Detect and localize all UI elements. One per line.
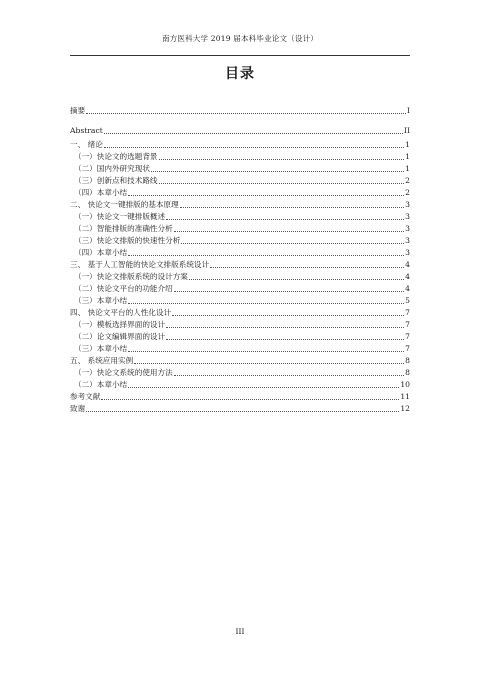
toc-entry[interactable] [70,330,410,342]
toc-entry[interactable] [70,124,410,136]
toc-entry-page: 2 [405,188,410,197]
toc-entry[interactable] [70,104,410,116]
toc-leader-dots [189,272,404,280]
toc-entry-page: 4 [405,272,410,281]
toc-entry-label: （三）本章小结 [74,344,128,353]
toc-entry-label: （二）快论文平台的功能介绍 [74,284,173,293]
toc-entry-label: Abstract [70,126,103,135]
toc-entry-page: 3 [405,236,410,245]
toc-entry-page: 2 [405,176,410,185]
toc-entry-page: 10 [400,380,410,389]
toc-leader-dots [166,212,404,220]
toc-leader-dots [128,188,404,196]
toc-leader-dots [181,236,404,244]
toc-leader-dots [166,332,404,340]
toc-entry-page: 8 [405,368,410,377]
toc-entry-page: II [404,126,410,135]
toc-entry[interactable] [70,222,410,234]
toc-leader-dots [172,308,404,316]
toc-entry[interactable] [70,390,410,402]
toc-leader-dots [166,320,404,328]
toc-leader-dots [180,200,404,208]
toc-entry[interactable] [70,138,410,150]
page-title: 目录 [225,66,255,82]
toc-entry-label: （一）快论文排版系统的设计方案 [74,272,188,281]
toc-entry-page: 3 [405,224,410,233]
toc-entry-label: （三）创新点和技术路线 [74,176,158,185]
toc-entry-label: 参考文献 [70,392,101,401]
toc-entry[interactable] [70,198,410,210]
toc-entry-label: （二）论文编辑界面的设计 [74,332,166,341]
toc-entry-page: 1 [405,140,410,149]
toc-leader-dots [86,404,399,412]
toc-leader-dots [159,152,405,160]
toc-entry-label: 摘要 [70,106,86,115]
toc-leader-dots [174,284,404,292]
toc-leader-dots [174,368,404,376]
toc-leader-dots [151,164,404,172]
toc-entry-label: （一）快论文系统的使用方法 [74,368,173,377]
toc-entry[interactable] [70,174,410,186]
toc-entry-label: （二）国内外研究现状 [74,164,150,173]
toc-leader-dots [101,392,399,400]
toc-entry[interactable] [70,342,410,354]
toc-leader-dots [134,356,404,364]
toc-entry[interactable] [70,354,410,366]
toc-entry-page: 4 [405,260,410,269]
toc-entry-label: 四、 快论文平台的人性化设计 [70,308,172,317]
toc-leader-dots [174,224,404,232]
toc-entry-label: （二）本章小结 [74,380,128,389]
toc-entry[interactable] [70,186,410,198]
toc-entry[interactable] [70,282,410,294]
toc-entry-label: （三）快论文排版的快速性分析 [74,236,181,245]
toc-leader-dots [128,296,404,304]
toc-entry[interactable] [70,378,410,390]
toc-entry-page: 4 [405,284,410,293]
toc-entry-label: （一）模板选择界面的设计 [74,320,166,329]
toc-entry[interactable] [70,234,410,246]
toc-entry-page: 7 [405,344,410,353]
toc-entry-page: 12 [400,404,410,413]
toc-leader-dots [210,260,404,268]
toc-leader-dots [128,248,404,256]
toc-leader-dots [104,140,404,148]
toc-entry-label: （四）本章小结 [74,188,128,197]
toc-entry-page: 1 [405,152,410,161]
toc-entry[interactable] [70,318,410,330]
toc-entry-page: 7 [405,320,410,329]
toc-entry[interactable] [70,270,410,282]
toc-entry-label: （二）智能排版的准确性分析 [74,224,173,233]
toc-entry-label: （三）本章小结 [74,296,128,305]
toc-entry-page: 3 [405,200,410,209]
toc-entry-page: 7 [405,332,410,341]
toc-entry[interactable] [70,162,410,174]
toc-entry-page: 8 [405,356,410,365]
toc-entry-page: I [407,106,410,115]
toc-entry-page: 7 [405,308,410,317]
toc-entry-label: 致谢 [70,404,86,413]
toc-leader-dots [128,380,399,388]
toc-entry[interactable] [70,306,410,318]
toc-entry[interactable] [70,402,410,414]
toc-leader-dots [128,344,404,352]
toc-entry-label: （四）本章小结 [74,248,128,257]
toc-entry-label: （一）快论文一键排版概述 [74,212,166,221]
header-rule [70,55,410,56]
toc-entry[interactable] [70,294,410,306]
toc-entry[interactable] [70,366,410,378]
toc-entry-label: （一）快论文的选题背景 [74,152,158,161]
toc-entry-page: 11 [400,392,410,401]
toc-entry[interactable] [70,150,410,162]
toc-entry-page: 3 [405,212,410,221]
toc-entry-page: 1 [405,164,410,173]
toc-entry-label: 五、 系统应用实例 [70,356,134,365]
toc-leader-dots [104,126,403,134]
page-header: 南方医科大学 2019 届本科毕业论文（设计） [162,34,318,43]
toc-entry-label: 二、 快论文一键排版的基本原理 [70,200,179,209]
toc-entry-page: 5 [405,296,410,305]
toc-entry-label: 三、 基于人工智能的快论文排版系统设计 [70,260,210,269]
toc-entry[interactable] [70,246,410,258]
toc-entry-label: 一、 绪论 [70,140,103,149]
toc-entry-page: 3 [405,248,410,257]
toc-leader-dots [159,176,405,184]
toc-leader-dots [86,106,406,114]
page-number: III [235,627,245,636]
toc-entry[interactable] [70,210,410,222]
toc-entry[interactable] [70,258,410,270]
